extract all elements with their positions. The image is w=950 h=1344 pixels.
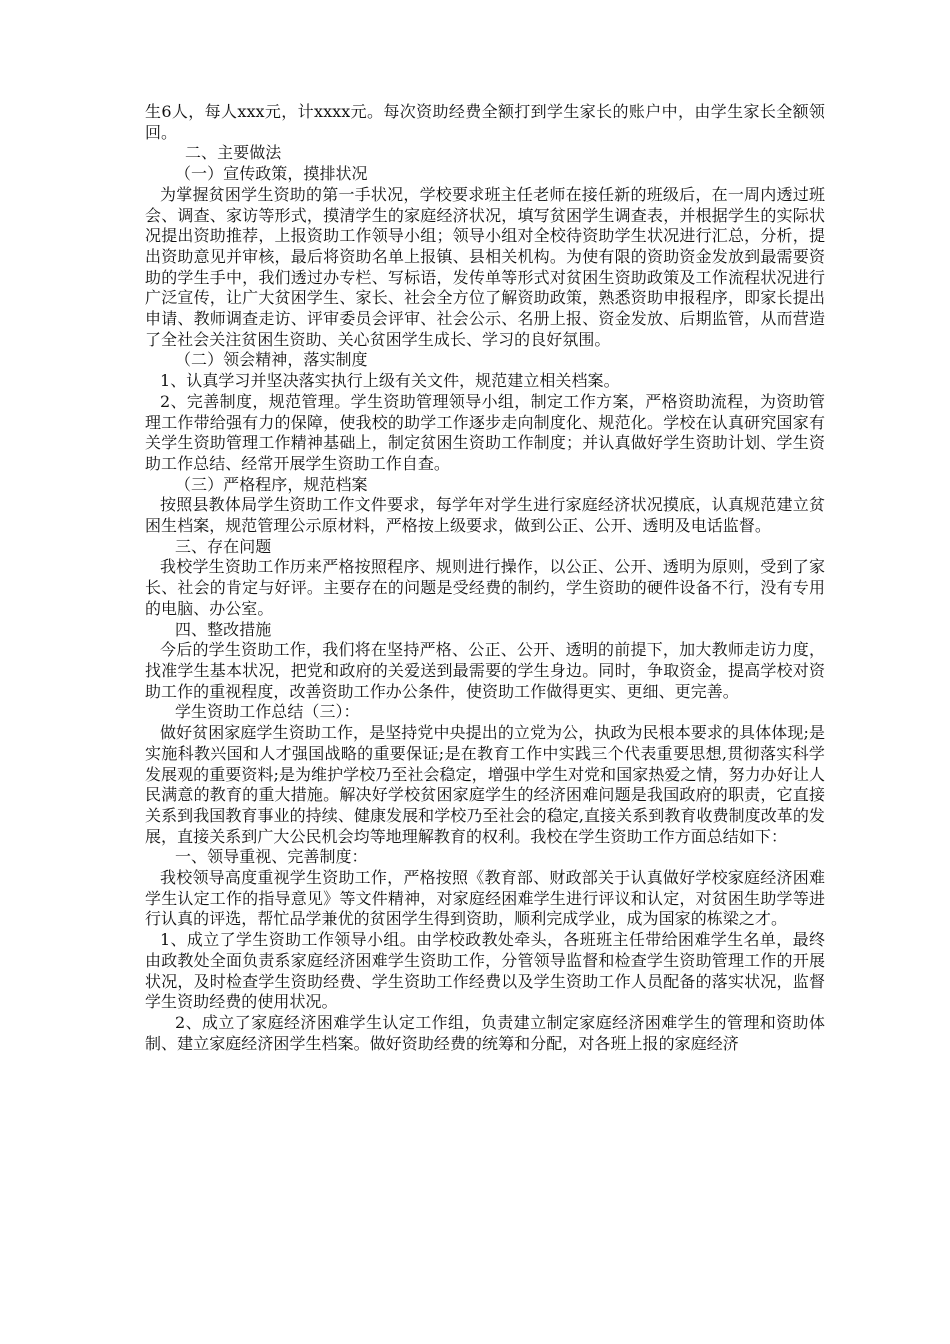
subsection-heading: （二）领会精神，落实制度 (175, 350, 368, 370)
paragraph: 我校领导高度重视学生资助工作，严格按照《教育部、财政部关于认真做好学校家庭经济困难学生认定工作的指导意见》等文件精神，对家庭经困难学生进行评议和认定，对贫困生助学等进行认真的评选，帮忙品学兼优的贫困学生得到资助，顺利完成学业，成为国家的栋梁之才。 (145, 868, 825, 929)
paragraph: 我校学生资助工作历来严格按照程序、规则进行操作，以公正、公开、透明为原则，受到了家长、社会的肯定与好评。主要存在的问题是受经费的制约，学生资助的硬件设备不行，没有专用的电脑、办公室。 (145, 557, 825, 618)
paragraph: 生6人，每人xxx元，计xxxx元。每次资助经费全额打到学生家长的账户中，由学生家长全额领回。 (145, 102, 825, 142)
paragraph: 2、完善制度，规范管理。学生资助管理领导小组，制定工作方案，严格资助流程，为资助管理工作带给强有力的保障，使我校的助学工作逐步走向制度化、规范化。学校在认真研究国家有关学生资助管理工作精神基础上，制定贫困生资助工作制度；并认真做好学生资助计划、学生资助工作总结、经常开展学生资助工作自查。 (145, 391, 825, 473)
paragraph: 1、成立了学生资助工作领导小组。由学校政教处牵头，各班班主任带给困难学生名单，最终由政教处全面负责系家庭经济困难学生资助工作，分管领导监督和检查学生资助管理工作的开展状况，及时检查学生资助经费、学生资助工作经费以及学生资助工作人员配备的落实状况，监督学生资助经费的使用状况。 (145, 930, 825, 1012)
paragraph: 今后的学生资助工作，我们将在坚持严格、公正、公开、透明的前提下，加大教师走访力度，找准学生基本状况，把党和政府的关爱送到最需要的学生身边。同时，争取资金，提高学校对资助工作的重视程度，改善资助工作办公条件，使资助工作做得更实、更细、更完善。 (145, 640, 825, 701)
paragraph: 1、认真学习并坚决落实执行上级有关文件，规范建立相关档案。 (160, 371, 620, 391)
paragraph: 2、成立了家庭经济困难学生认定工作组，负责建立制定家庭经济困难学生的管理和资助体制、建立家庭经济困学生档案。做好资助经费的统筹和分配，对各班上报的家庭经济 (145, 1012, 825, 1053)
section-heading: 二、主要做法 (185, 143, 282, 163)
section-heading: 学生资助工作总结（三）： (175, 702, 360, 722)
subsection-heading: （三）严格程序，规范档案 (175, 474, 368, 494)
section-heading: 三、存在问题 (175, 536, 272, 556)
subsection-heading: （一）宣传政策，摸排状况 (175, 164, 368, 184)
paragraph: 做好贫困家庭学生资助工作，是坚持党中央提出的立党为公，执政为民根本要求的具体体现;是实施科教兴国和人才强国战略的重要保证;是在教育工作中实践三个代表重要思想,贯彻落实科学发展观的重要资料;是为维护学校乃至社会稳定，增强中学生对党和国家热爱之情，努力办好让人民满意的教育的重大措施。解决好学校贫困家庭学生的经济困难问题是我国政府的职责，它直接关系到我国教育事业的持续、健康发展和学校乃至社会的稳定,直接关系到教育收费制度改革的发展，直接关系到广大公民机会均等地理解教育的权利。我校在学生资助工作方面总结如下： (145, 723, 825, 846)
section-heading: 一、领导重视、完善制度： (175, 847, 368, 867)
paragraph: 按照县教体局学生资助工作文件要求，每学年对学生进行家庭经济状况摸底，认真规范建立贫困生档案，规范管理公示原材料，严格按上级要求，做到公正、公开、透明及电话监督。 (145, 495, 825, 536)
document-page (145, 102, 825, 1054)
paragraph: 为掌握贫困学生资助的第一手状况，学校要求班主任老师在接任新的班级后，在一周内透过班会、调查、家访等形式，摸清学生的家庭经济状况，填写贫困学生调查表，并根据学生的实际状况提出资助推荐，上报资助工作领导小组；领导小组对全校待资助学生状况进行汇总，分析，提出资助意见并审核，最后将资助名单上报镇、县相关机构。为使有限的资助资金发放到最需要资助的学生手中，我们透过办专栏、写标语，发传单等形式对贫困生资助政策及工作流程状况进行广泛宣传，让广大贫困学生、家长、社会全方位了解资助政策，熟悉资助申报程序，即家长提出申请、教师调查走访、评审委员会评审、社会公示、名册上报、资金发放、后期监管，从而营造了全社会关注贫困生资助、关心贫困学生成长、学习的良好氛围。 (145, 184, 825, 349)
section-heading: 四、整改措施 (175, 619, 272, 639)
